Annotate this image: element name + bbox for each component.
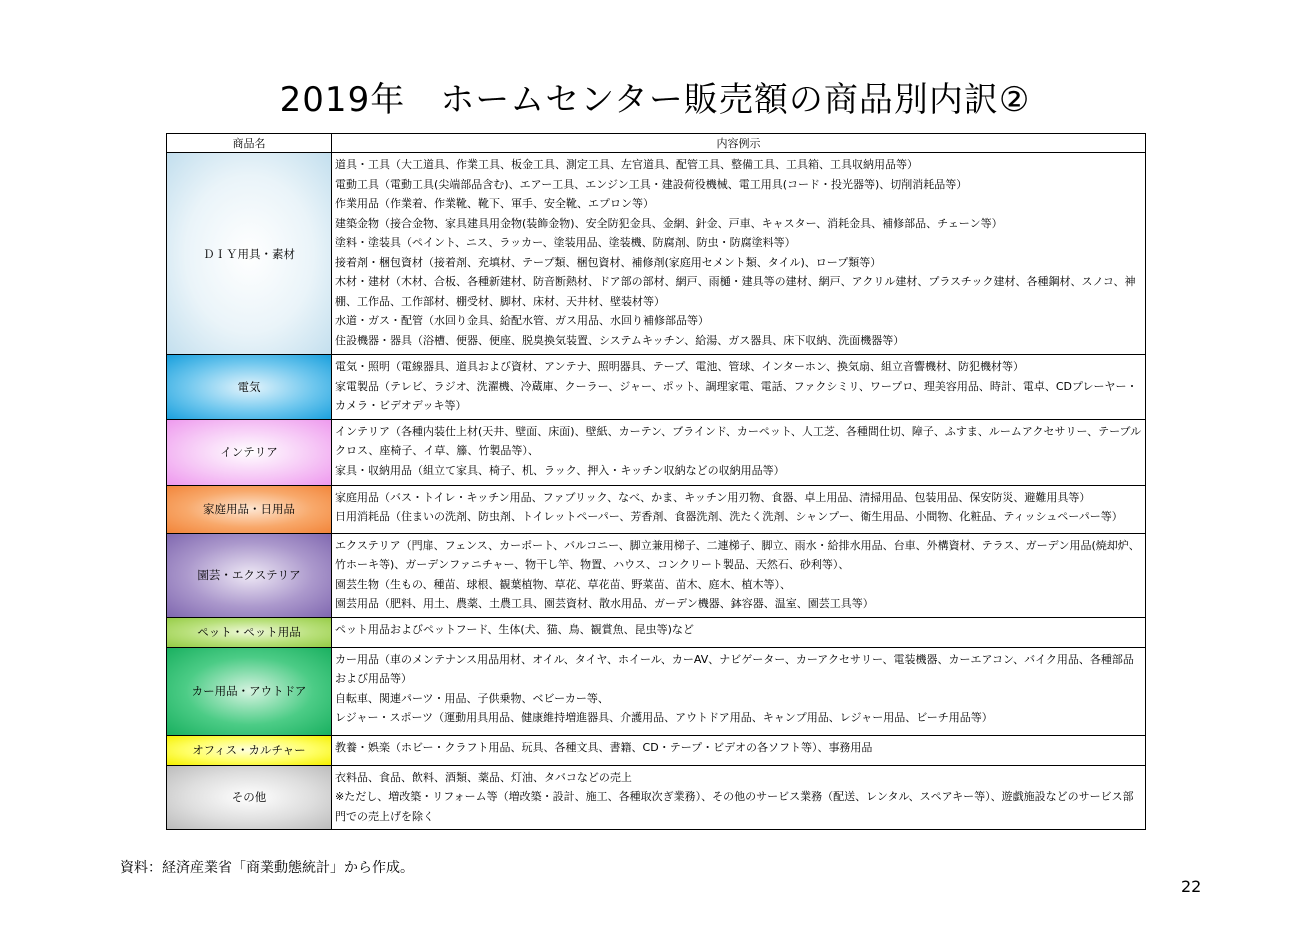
- contents-line: ペット用品およびペットフード、生体(犬、猫、鳥、観賞魚、昆虫等)など: [335, 622, 694, 636]
- contents-cell: [332, 355, 1146, 420]
- contents-cell: [332, 153, 1146, 355]
- contents-line: 水道・ガス・配管（水回り金具、給配水管、ガス用品、水回り補修部品等）: [335, 314, 709, 327]
- contents-line: 園芸生物（生もの、種苗、球根、観葉植物、草花、草花苗、野菜苗、苗木、庭木、植木等）、: [335, 577, 792, 591]
- contents-line: インテリア（各種内装仕上材(天井、壁面、床面)、壁紙、カーテン、ブラインド、カーペット、人工芝、各種間仕切、障子、ふすま、ルームアクセサリー、テーブルクロス、座椅子、イ草、籐、竹製品等）、: [335, 424, 1142, 457]
- contents-line: 電気・照明（電線器具、道具および資材、アンテナ、照明器具、テープ、電池、管球、インターホン、換気扇、組立音響機材、防犯機材等）: [335, 360, 1025, 373]
- contents-line: 家庭用品（バス・トイレ・キッチン用品、ファブリック、なべ、かま、キッチン用刃物、食器、卓上用品、清掃用品、包装用品、保安防災、避難用具等）: [335, 490, 1091, 504]
- contents-line: 教養・娯楽（ホビー・クラフト用品、玩具、各種文具、書籍、CD・テープ・ビデオの各ソフト等）、事務用品: [335, 740, 873, 754]
- table-header-row: [167, 134, 1146, 153]
- table-row: [167, 533, 1146, 617]
- contents-line: 家電製品（テレビ、ラジオ、洗濯機、冷蔵庫、クーラー、ジャー、ポット、調理家電、電話、ファクシミリ、ワープロ、理美容用品、時計、電卓、CDプレーヤー・カメラ・ビデオデッキ等）: [335, 379, 1138, 412]
- category-cell: 家庭用品・日用品: [167, 485, 332, 533]
- category-cell: カー用品・アウトドア: [167, 647, 332, 735]
- category-cell: ペット・ペット用品: [167, 617, 332, 647]
- contents-line: ※ただし、増改築・リフォーム等（増改築・設計、施工、各種取次ぎ業務）、その他のサービス業務（配送、レンタル、スペアキー等）、遊戯施設などのサービス部門での売上げを除く: [335, 790, 1134, 823]
- contents-line: 電動工具（電動工具(尖端部品含む)、エアー工具、エンジン工具・建設荷役機械、電工用具(コード・投光器等)、切削消耗品等）: [335, 177, 968, 191]
- table-row: [167, 647, 1146, 735]
- contents-line: 家具・収納用品（組立て家具、椅子、机、ラック、押入・キッチン収納などの収納用品等）: [335, 463, 785, 477]
- category-cell: インテリア: [167, 419, 332, 485]
- contents-cell: [332, 485, 1146, 533]
- source-note: 資料：経済産業省「商業動態統計」から作成。: [120, 860, 414, 876]
- contents-line: 園芸用品（肥料、用土、農薬、土農工具、園芸資材、散水用品、ガーデン機器、鉢容器、温室、園芸工具等）: [335, 597, 874, 610]
- table-row: [167, 735, 1146, 765]
- contents-cell: [332, 765, 1146, 830]
- category-cell: ＤＩＹ用具・素材: [167, 153, 332, 355]
- category-cell: その他: [167, 765, 332, 830]
- contents-line: 自転車、関連パーツ・用品、子供乗物、ベビーカー等、: [335, 691, 609, 705]
- table-row: [167, 355, 1146, 420]
- contents-line: 木材・建材（木材、合板、各種新建材、防音断熱材、ドア部の部材、網戸、雨樋・建具等の建材、網戸、アクリル建材、プラスチック建材、各種鋼材、スノコ、神棚、工作品、工作部材、棚受材、脚材、床材、天井材、壁装材等）: [335, 275, 1136, 308]
- page-number: 22: [1181, 877, 1202, 896]
- table-row: [167, 765, 1146, 830]
- table-row: [167, 485, 1146, 533]
- contents-line: 日用消耗品（住まいの洗剤、防虫剤、トイレットペーパー、芳香剤、食器洗剤、洗たく洗剤、シャンプー、衛生用品、小間物、化粧品、ティッシュペーパー等）: [335, 510, 1123, 523]
- contents-line: 接着剤・梱包資材（接着剤、充填材、テープ類、梱包資材、補修剤(家庭用セメント類、タイル)、ロープ類等）: [335, 255, 882, 269]
- header-category: 商品名: [167, 134, 332, 153]
- page-title: 2019年 ホームセンター販売額の商品別内訳②: [279, 80, 1031, 120]
- category-cell: 電気: [167, 355, 332, 420]
- contents-line: 住設機器・器具（浴槽、便器、便座、脱臭換気装置、システムキッチン、給湯、ガス器具、床下収納、洗面機器等）: [335, 333, 905, 347]
- contents-line: カー用品（車のメンテナンス用品用材、オイル、タイヤ、ホイール、カーAV、ナビゲーター、カーアクセサリー、電装機器、カーエアコン、バイク用品、各種部品および用品等）: [335, 652, 1134, 685]
- table-row: [167, 419, 1146, 485]
- contents-cell: [332, 419, 1146, 485]
- contents-cell: [332, 533, 1146, 617]
- contents-line: 道具・工具（大工道具、作業工具、板金工具、測定工具、左官道具、配管工具、整備工具、工具箱、工具収納用品等）: [335, 158, 918, 171]
- table-row: [167, 153, 1146, 355]
- contents-cell: [332, 647, 1146, 735]
- category-table: [166, 133, 1146, 830]
- header-contents: 内容例示: [332, 134, 1146, 153]
- contents-line: 衣料品、食品、飲料、酒類、薬品、灯油、タバコなどの売上: [335, 770, 632, 784]
- category-cell: 園芸・エクステリア: [167, 533, 332, 617]
- table-row: [167, 617, 1146, 647]
- category-cell: オフィス・カルチャー: [167, 735, 332, 765]
- contents-line: レジャー・スポーツ（運動用具用品、健康維持増進器具、介護用品、アウトドア用品、キャンプ用品、レジャー用品、ビーチ用品等）: [335, 711, 993, 724]
- contents-line: 作業用品（作業着、作業靴、靴下、軍手、安全靴、エプロン等）: [335, 197, 654, 210]
- contents-line: 塗料・塗装具（ペイント、ニス、ラッカー、塗装用品、塗装機、防腐剤、防虫・防腐塗料等）: [335, 236, 796, 249]
- contents-cell: [332, 735, 1146, 765]
- contents-line: 建築金物（接合金物、家具建具用金物(装飾金物)、安全防犯金具、金網、針金、戸車、キャスター、消耗金具、補修部品、チェーン等）: [335, 216, 1003, 230]
- contents-line: エクステリア（門扉、フェンス、カーポート、バルコニー、脚立兼用梯子、二連梯子、脚立、雨水・給排水用品、台車、外構資材、テラス、ガーデン用品(焼却炉、竹ホーキ等)、ガーデンファニチャー、物干し竿、物置、ハウス、コンクリート製品、天然石、砂利等）、: [335, 538, 1140, 571]
- contents-cell: [332, 617, 1146, 647]
